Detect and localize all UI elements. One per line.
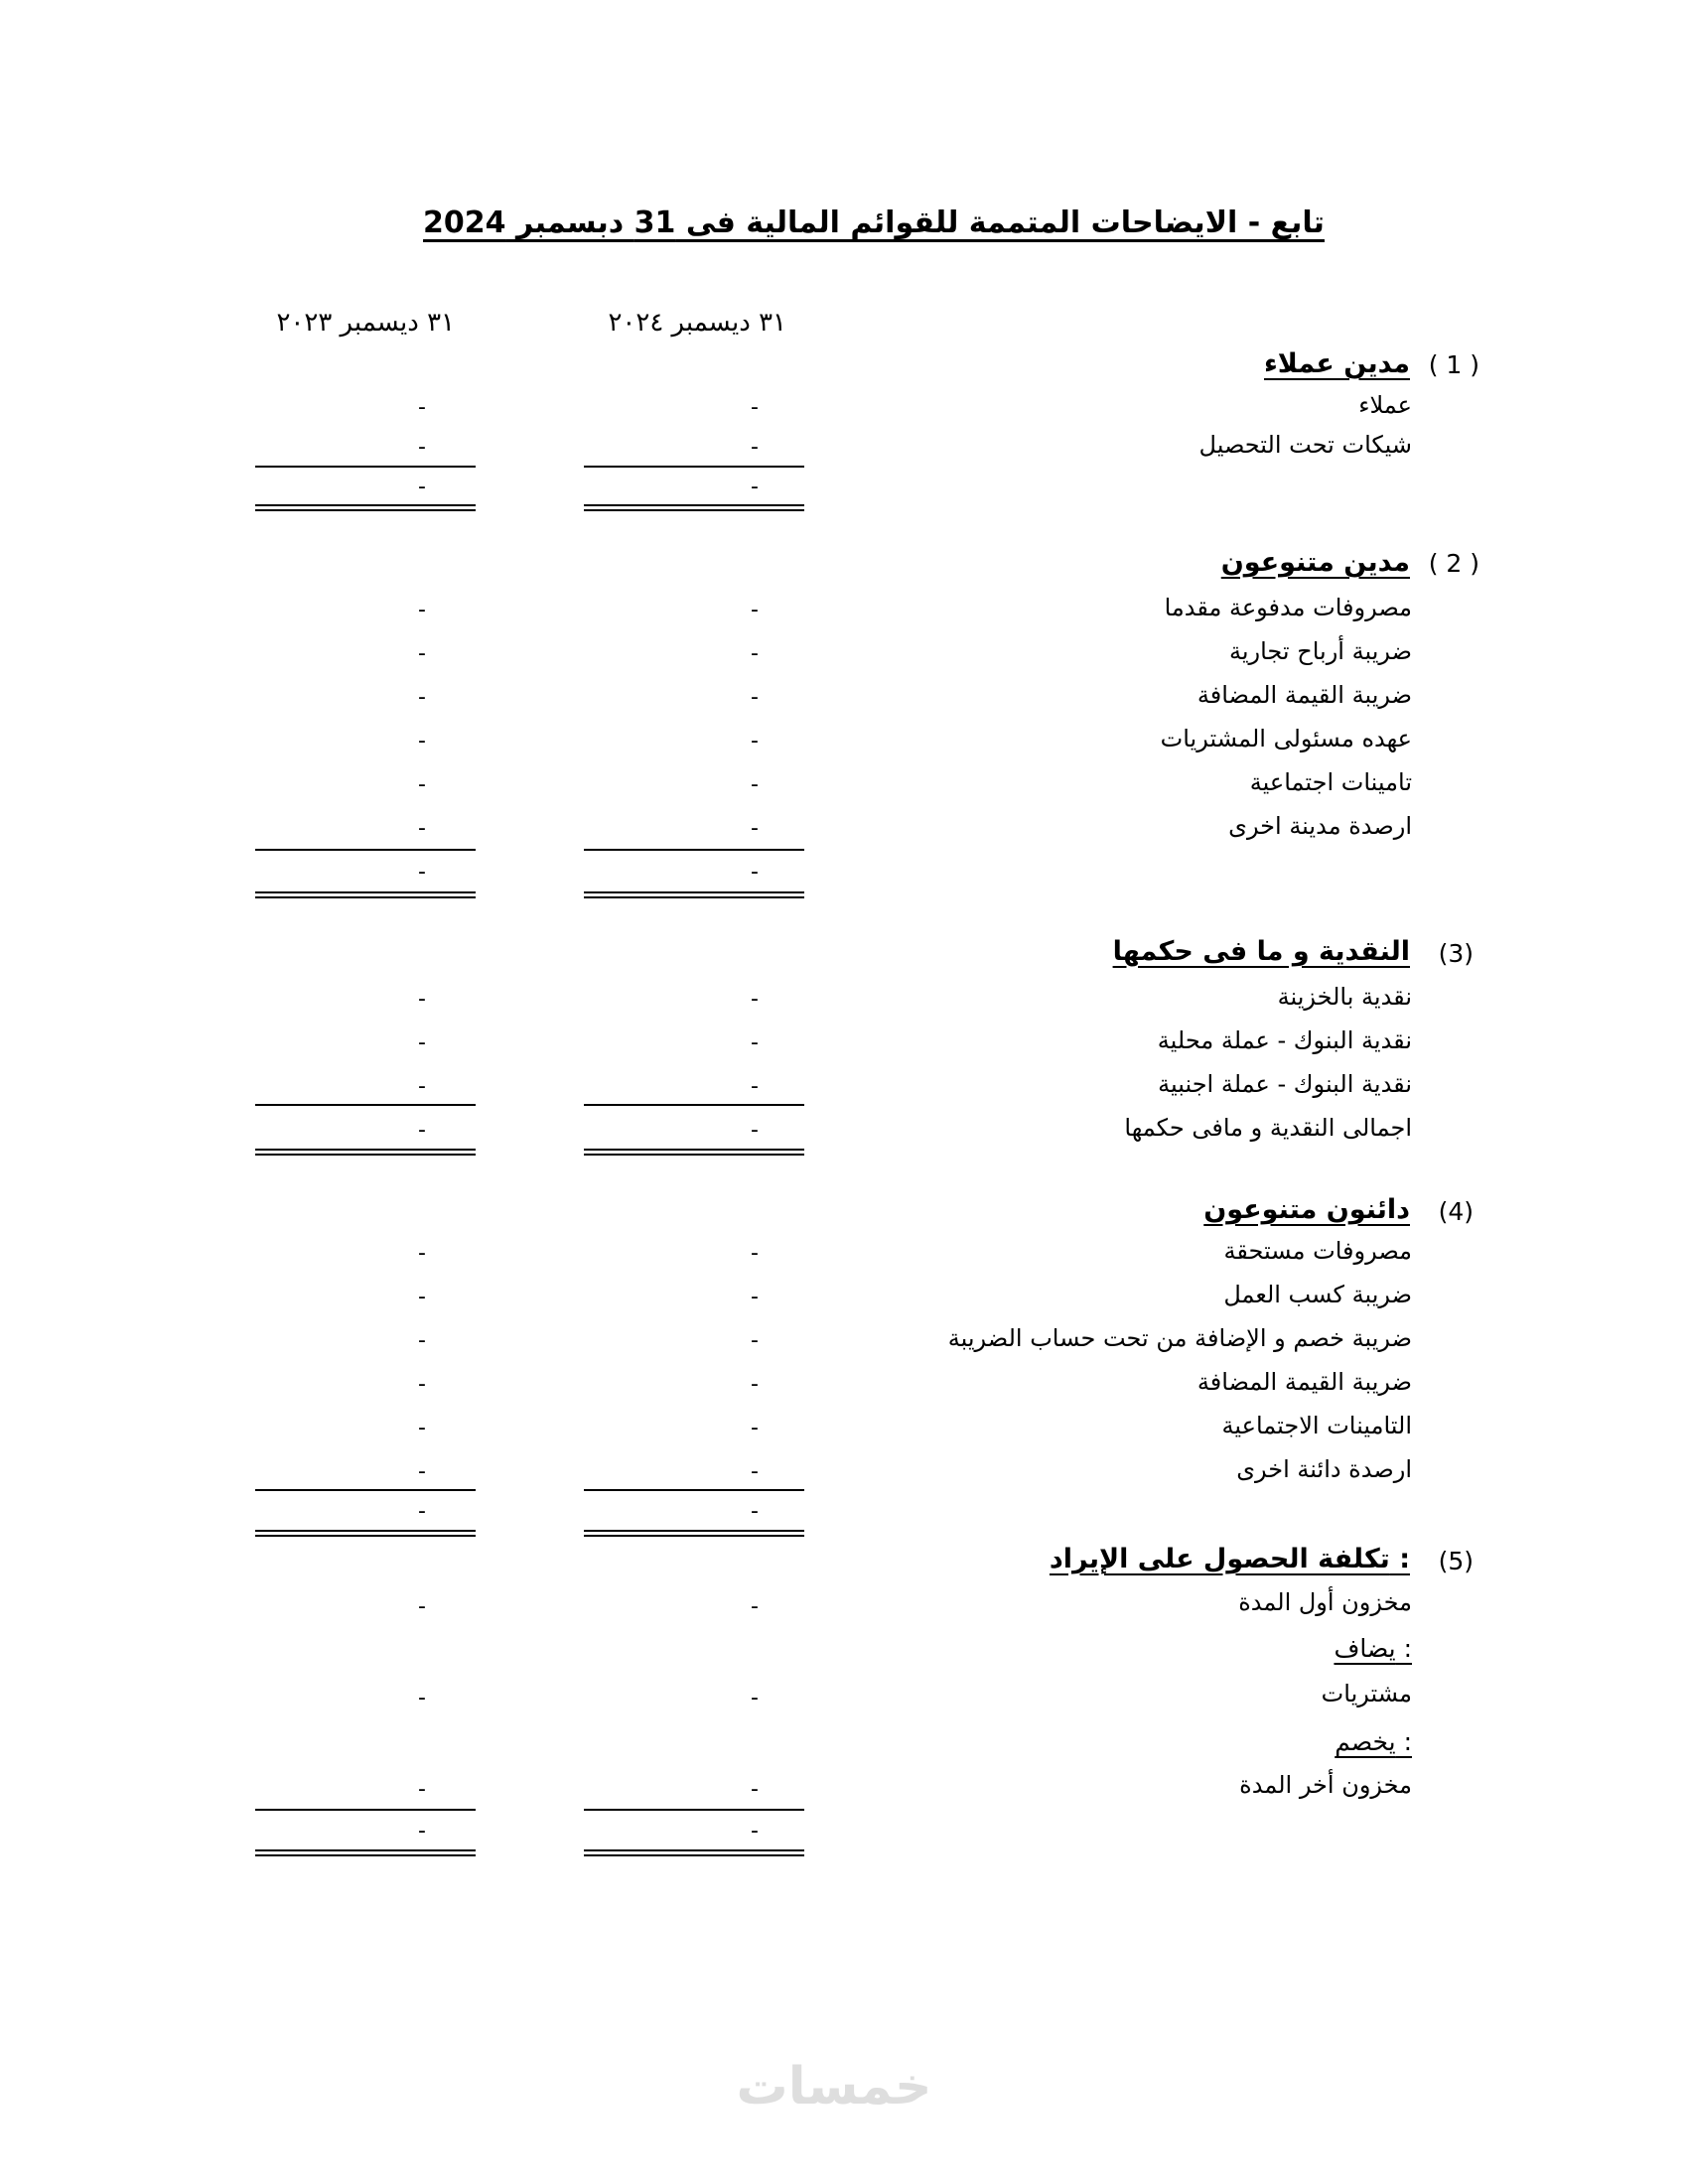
value-2023: - (418, 1074, 426, 1099)
subtotal-rule (255, 1104, 476, 1106)
total-2024: - (751, 475, 759, 499)
subtotal-rule (584, 849, 804, 851)
line-item-label: مخزون أخر المدة (1239, 1771, 1412, 1799)
value-2023: - (418, 1241, 426, 1266)
line-item-label: عهده مسئولى المشتريات (1160, 725, 1412, 752)
section-title: مدين عملاء (1264, 348, 1410, 379)
value-2024: - (751, 987, 759, 1012)
line-item-label: ضريبة القيمة المضافة (1196, 681, 1412, 709)
section-number: ( 1 ) (1428, 350, 1479, 379)
value-2023: - (418, 685, 426, 710)
value-2023: - (418, 1594, 426, 1619)
subheading-subtract: يخصم : (1335, 1727, 1412, 1756)
value-2023: - (418, 816, 426, 841)
value-2024: - (751, 772, 759, 797)
line-item-label: مشتريات (1321, 1680, 1412, 1707)
total-2023: - (418, 1499, 426, 1524)
value-2024: - (751, 1074, 759, 1099)
value-2023: - (418, 1285, 426, 1309)
line-item-label: ارصدة دائنة اخرى (1236, 1455, 1412, 1483)
section-title: تكلفة الحصول على الإيراد : (1049, 1544, 1410, 1574)
subtotal-rule (255, 1489, 476, 1491)
line-item-label: تامينات اجتماعية (1249, 768, 1412, 796)
total-double-rule (584, 1149, 804, 1156)
section-number: ( 2 ) (1428, 549, 1479, 578)
value-2024: - (751, 1594, 759, 1619)
subtotal-rule (255, 466, 476, 468)
section-number: (5) (1438, 1547, 1474, 1575)
total-2024: - (751, 1118, 759, 1143)
total-label: اجمالى النقدية و مافى حكمها (1124, 1114, 1412, 1142)
line-item-label: ارصدة مدينة اخرى (1228, 812, 1412, 840)
value-2024: - (751, 641, 759, 666)
total-double-rule (584, 504, 804, 511)
value-2024: - (751, 1686, 759, 1710)
total-2023: - (418, 475, 426, 499)
value-2023: - (418, 729, 426, 753)
column-header-2024: ٣١ ديسمبر ٢٠٢٤ (608, 308, 786, 338)
line-item-label: نقدية البنوك - عملة اجنبية (1158, 1070, 1412, 1098)
value-2023: - (418, 1372, 426, 1397)
section-title: دائنون متنوعون (1203, 1194, 1410, 1225)
value-2023: - (418, 1030, 426, 1055)
section-title: مدين متنوعون (1220, 547, 1410, 578)
line-item-label: التامينات الاجتماعية (1221, 1412, 1412, 1439)
value-2024: - (751, 598, 759, 622)
value-2023: - (418, 1459, 426, 1484)
total-double-rule (584, 1530, 804, 1537)
value-2023: - (418, 1328, 426, 1353)
value-2023: - (418, 1777, 426, 1802)
subtotal-rule (584, 1489, 804, 1491)
line-item-label: مصروفات مدفوعة مقدما (1164, 594, 1412, 621)
line-item-label: ضريبة كسب العمل (1223, 1281, 1412, 1308)
subtotal-rule (255, 849, 476, 851)
total-double-rule (584, 891, 804, 898)
value-2023: - (418, 987, 426, 1012)
line-item-label: نقدية بالخزينة (1277, 983, 1412, 1011)
value-2024: - (751, 1372, 759, 1397)
value-2023: - (418, 598, 426, 622)
value-2024: - (751, 1777, 759, 1802)
value-2023: - (418, 395, 426, 420)
section-number: (4) (1438, 1197, 1474, 1226)
total-double-rule (255, 1849, 476, 1856)
value-2023: - (418, 1686, 426, 1710)
column-header-2023: ٣١ ديسمبر ٢٠٢٣ (276, 308, 455, 338)
value-2024: - (751, 1030, 759, 1055)
subtotal-rule (584, 1809, 804, 1811)
page-title: تابع - الايضاحات المتممة للقوائم المالية فى 31 دبسمبر 2024 (423, 205, 1325, 240)
total-2023: - (418, 1118, 426, 1143)
line-item-label: ضريبة أرباح تجارية (1228, 637, 1412, 665)
value-2024: - (751, 685, 759, 710)
subheading-add: يضاف : (1334, 1634, 1412, 1663)
total-2024: - (751, 1819, 759, 1843)
total-double-rule (255, 1530, 476, 1537)
total-2024: - (751, 860, 759, 885)
value-2024: - (751, 395, 759, 420)
line-item-label: شيكات تحت التحصيل (1198, 431, 1412, 459)
value-2023: - (418, 1416, 426, 1440)
total-2023: - (418, 1819, 426, 1843)
total-double-rule (255, 891, 476, 898)
total-2024: - (751, 1499, 759, 1524)
line-item-label: نقدية البنوك - عملة محلية (1157, 1026, 1412, 1054)
total-double-rule (255, 504, 476, 511)
value-2024: - (751, 1241, 759, 1266)
value-2024: - (751, 1416, 759, 1440)
value-2024: - (751, 1328, 759, 1353)
section-title: النقدية و ما فى حكمها (1112, 936, 1410, 967)
total-double-rule (255, 1149, 476, 1156)
value-2023: - (418, 772, 426, 797)
value-2024: - (751, 1285, 759, 1309)
line-item-label: ضريبة القيمة المضافة (1196, 1368, 1412, 1396)
line-item-label: عملاء (1358, 391, 1412, 419)
value-2024: - (751, 816, 759, 841)
line-item-label: ضريبة خصم و الإضافة من تحت حساب الضريبة (947, 1324, 1412, 1352)
value-2024: - (751, 1459, 759, 1484)
line-item-label: مصروفات مستحقة (1223, 1237, 1412, 1265)
subtotal-rule (584, 466, 804, 468)
subtotal-rule (255, 1809, 476, 1811)
value-2023: - (418, 435, 426, 460)
value-2024: - (751, 729, 759, 753)
watermark-logo: خمسات (736, 2057, 932, 2116)
section-number: (3) (1438, 939, 1474, 968)
value-2023: - (418, 641, 426, 666)
subtotal-rule (584, 1104, 804, 1106)
value-2024: - (751, 435, 759, 460)
line-item-label: مخزون أول المدة (1238, 1588, 1412, 1616)
total-double-rule (584, 1849, 804, 1856)
total-2023: - (418, 860, 426, 885)
